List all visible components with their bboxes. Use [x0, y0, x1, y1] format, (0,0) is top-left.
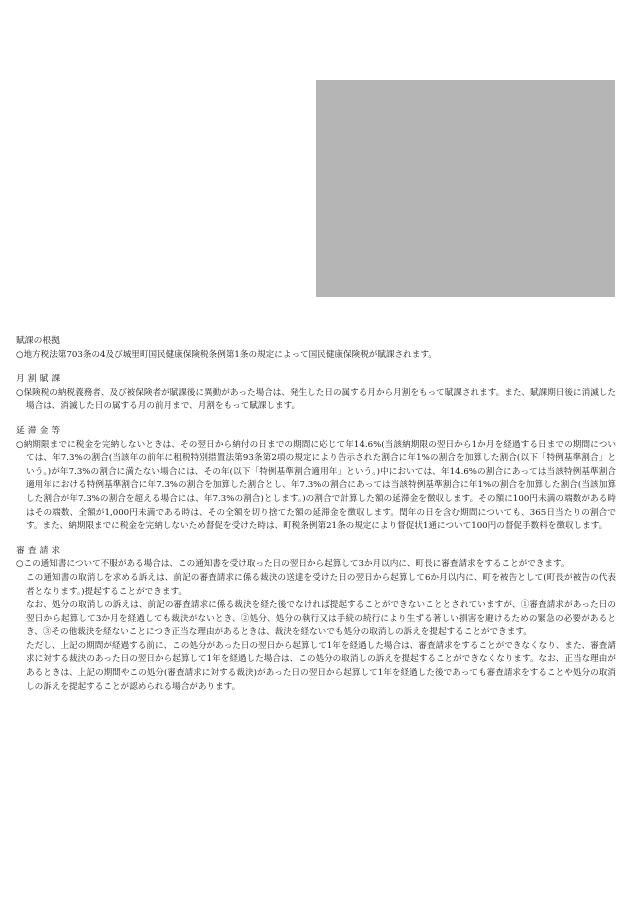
section-paragraph: ○保険税の納税義務者、及び被保険者が賦課後に異動があった場合は、発生した日の属する月から月割をもって賦課されます。また、賦課期日後に消滅した場合は、消滅した日の属する月の前月まで、月割をもって賦課します。	[16, 387, 616, 412]
section-paragraph: ○この通知書について不服がある場合は、この通知書を受け取った日の翌日から起算して3か月以内に、町長に審査請求をすることができます。	[16, 559, 570, 570]
section-heading: 賦課の根拠	[16, 336, 60, 346]
section-appeal	[16, 545, 616, 695]
notice-content	[16, 335, 616, 705]
image-placeholder	[316, 80, 615, 297]
section-heading: 月割賦課	[16, 374, 64, 385]
section-paragraph: ○地方税法第703条の4及び城里町国民健康保険税条例第1条の規定によって国民健康保険税が賦課されます。	[16, 349, 437, 360]
section-paragraph: ただし、上記の期間が経過する前に、この処分があった日の翌日から起算して1年を経過した場合は、審査請求をすることができなくなり、また、審査請求に対する裁決のあった日の翌日から起算して1年を経過した場合は、この処分の取消しの訴えを提起することができなくなります。なお、正当な理由があるときは、上記の期間やこの処分(審査請求に対する裁決)があった日の翌日から起算して1年を経過した後であっても審査請求をすることや処分の取消しの訴えを提起することが認められる場合があります。	[26, 640, 616, 692]
section-paragraph: この通知書の取消しを求める訴えは、前記の審査請求に係る裁決の送達を受けた日の翌日から起算して6か月以内に、町を被告として(町長が被告の代表者となります。)提起することができます。	[26, 572, 616, 597]
section-late-fees	[16, 425, 616, 534]
section-heading: 延滞金等	[16, 425, 64, 436]
section-paragraph: なお、処分の取消しの訴えは、前記の審査請求に係る裁決を経た後でなければ提起することができないこととされていますが、①審査請求があった日の翌日から起算して3か月を経過しても裁決がないとき、②処分、処分の執行又は手続の続行により生ずる著しい損害を避けるための緊急の必要があるとき、③その他裁決を経ないことにつき正当な理由があるときは、裁決を経ないでも処分の取消しの訴えを提起することができます。	[26, 600, 616, 638]
section-monthly-assessment	[16, 373, 616, 414]
section-heading: 審査請求	[16, 545, 64, 556]
section-paragraph: ○納期限までに税金を完納しないときは、その翌日から納付の日までの期間に応じて年14.6%(当該納期限の翌日から1か月を経過する日までの期間については、年7.3%の割合(当該年の前年に租税特別措置法第93条第2項の規定により告示された割合に年1%の割合を加算した割合(以下「特例基準割合」という。)が年7.3%の割合に満たない場合には、その年(以下「特例基準割合適用年」という。)中においては、年14.6%の割合にあっては当該特例基準割合適用年における特例基準割合に年7.3%の割合を加算した割合とし、年7.3%の割合にあっては当該特例基準割合に年1%の割合を加算した割合(当該加算した割合が年7.3%の割合を超える場合には、年7.3%の割合)とします。)の割合で計算した額の延滞金を徴収します。その額に100円未満の端数がある時はその端数、全額が1,000円未満である時は、その全額を切り捨てた額の延滞金を徴収します。閏年の日を含む期間についても、365日当たりの割合です。また、納期限までに税金を完納しないため督促を受けた時は、町税条例第21条の規定により督促状1通について100円の督促手数料を徴収します。	[16, 439, 616, 532]
section-legal-basis	[16, 335, 616, 362]
